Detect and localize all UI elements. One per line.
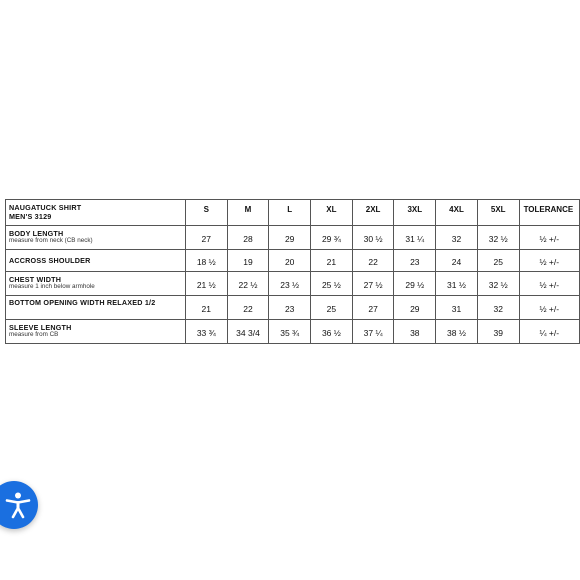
accessibility-person-icon [3,490,33,520]
value-cell: 29 ½ [394,272,436,296]
value-cell: 32 [436,226,478,250]
value-cell: 21 [311,250,353,272]
chart-title-line2: MEN'S 3129 [9,211,52,221]
size-chart-table [5,199,580,344]
row-label-main: BODY LENGTH [9,229,64,239]
row-label [6,226,186,250]
tolerance-cell: ½ +/- [519,250,579,272]
size-chart-container [5,199,580,344]
value-cell: 34 3/4 [227,320,269,344]
value-cell: 31 [436,296,478,320]
value-cell: 31 ½ [436,272,478,296]
value-cell: 22 [352,250,394,272]
value-cell: 27 ½ [352,272,394,296]
value-cell: 37 ¼ [352,320,394,344]
value-cell: 24 [436,250,478,272]
value-cell: 32 ½ [477,226,519,250]
tolerance-header: TOLERANCE [519,200,579,226]
value-cell: 18 ½ [185,250,227,272]
value-cell: 35 ¾ [269,320,311,344]
value-cell: 39 [477,320,519,344]
value-cell: 36 ½ [311,320,353,344]
row-label [6,320,186,344]
value-cell: 23 ½ [269,272,311,296]
size-header-m: M [227,200,269,226]
value-cell: 29 [394,296,436,320]
table-row [6,272,580,296]
row-label-main: CHEST WIDTH [9,275,62,285]
tolerance-cell: ½ +/- [519,226,579,250]
value-cell: 20 [269,250,311,272]
row-label-sub: measure from CB [9,330,59,338]
size-header-s: S [185,200,227,226]
value-cell: 19 [227,250,269,272]
value-cell: 21 [185,296,227,320]
value-cell: 31 ¼ [394,226,436,250]
row-label [6,250,186,272]
row-label-main: SLEEVE LENGTH [9,323,72,333]
accessibility-button[interactable] [0,481,38,529]
value-cell: 38 [394,320,436,344]
value-cell: 27 [352,296,394,320]
tolerance-cell: ½ +/- [519,272,579,296]
value-cell: 25 ½ [311,272,353,296]
table-row [6,226,580,250]
value-cell: 30 ½ [352,226,394,250]
value-cell: 33 ¾ [185,320,227,344]
value-cell: 28 [227,226,269,250]
row-label-main: ACCROSS SHOULDER [9,255,91,265]
value-cell: 29 ¾ [311,226,353,250]
table-row [6,250,580,272]
value-cell: 38 ½ [436,320,478,344]
tolerance-cell: ½ +/- [519,296,579,320]
value-cell: 23 [394,250,436,272]
value-cell: 21 ½ [185,272,227,296]
value-cell: 25 [311,296,353,320]
size-header-l: L [269,200,311,226]
value-cell: 23 [269,296,311,320]
size-header-2xl: 2XL [352,200,394,226]
value-cell: 22 [227,296,269,320]
row-label-sub: measure from neck (CB neck) [9,236,93,244]
size-header-4xl: 4XL [436,200,478,226]
size-header-3xl: 3XL [394,200,436,226]
row-label-main: BOTTOM OPENING WIDTH RELAXED 1/2 [9,298,156,307]
value-cell: 32 ½ [477,272,519,296]
size-header-5xl: 5XL [477,200,519,226]
size-header-xl: XL [311,200,353,226]
row-label-sub: measure 1 inch below armhole [9,282,95,290]
header-row [6,200,580,226]
value-cell: 22 ½ [227,272,269,296]
table-row [6,320,580,344]
value-cell: 27 [185,226,227,250]
table-row [6,296,580,320]
row-label [6,296,186,320]
value-cell: 29 [269,226,311,250]
chart-title-line1: NAUGATUCK SHIRT [9,203,82,213]
value-cell: 25 [477,250,519,272]
tolerance-cell: ¼ +/- [519,320,579,344]
value-cell: 32 [477,296,519,320]
row-label [6,272,186,296]
chart-title [6,200,186,226]
